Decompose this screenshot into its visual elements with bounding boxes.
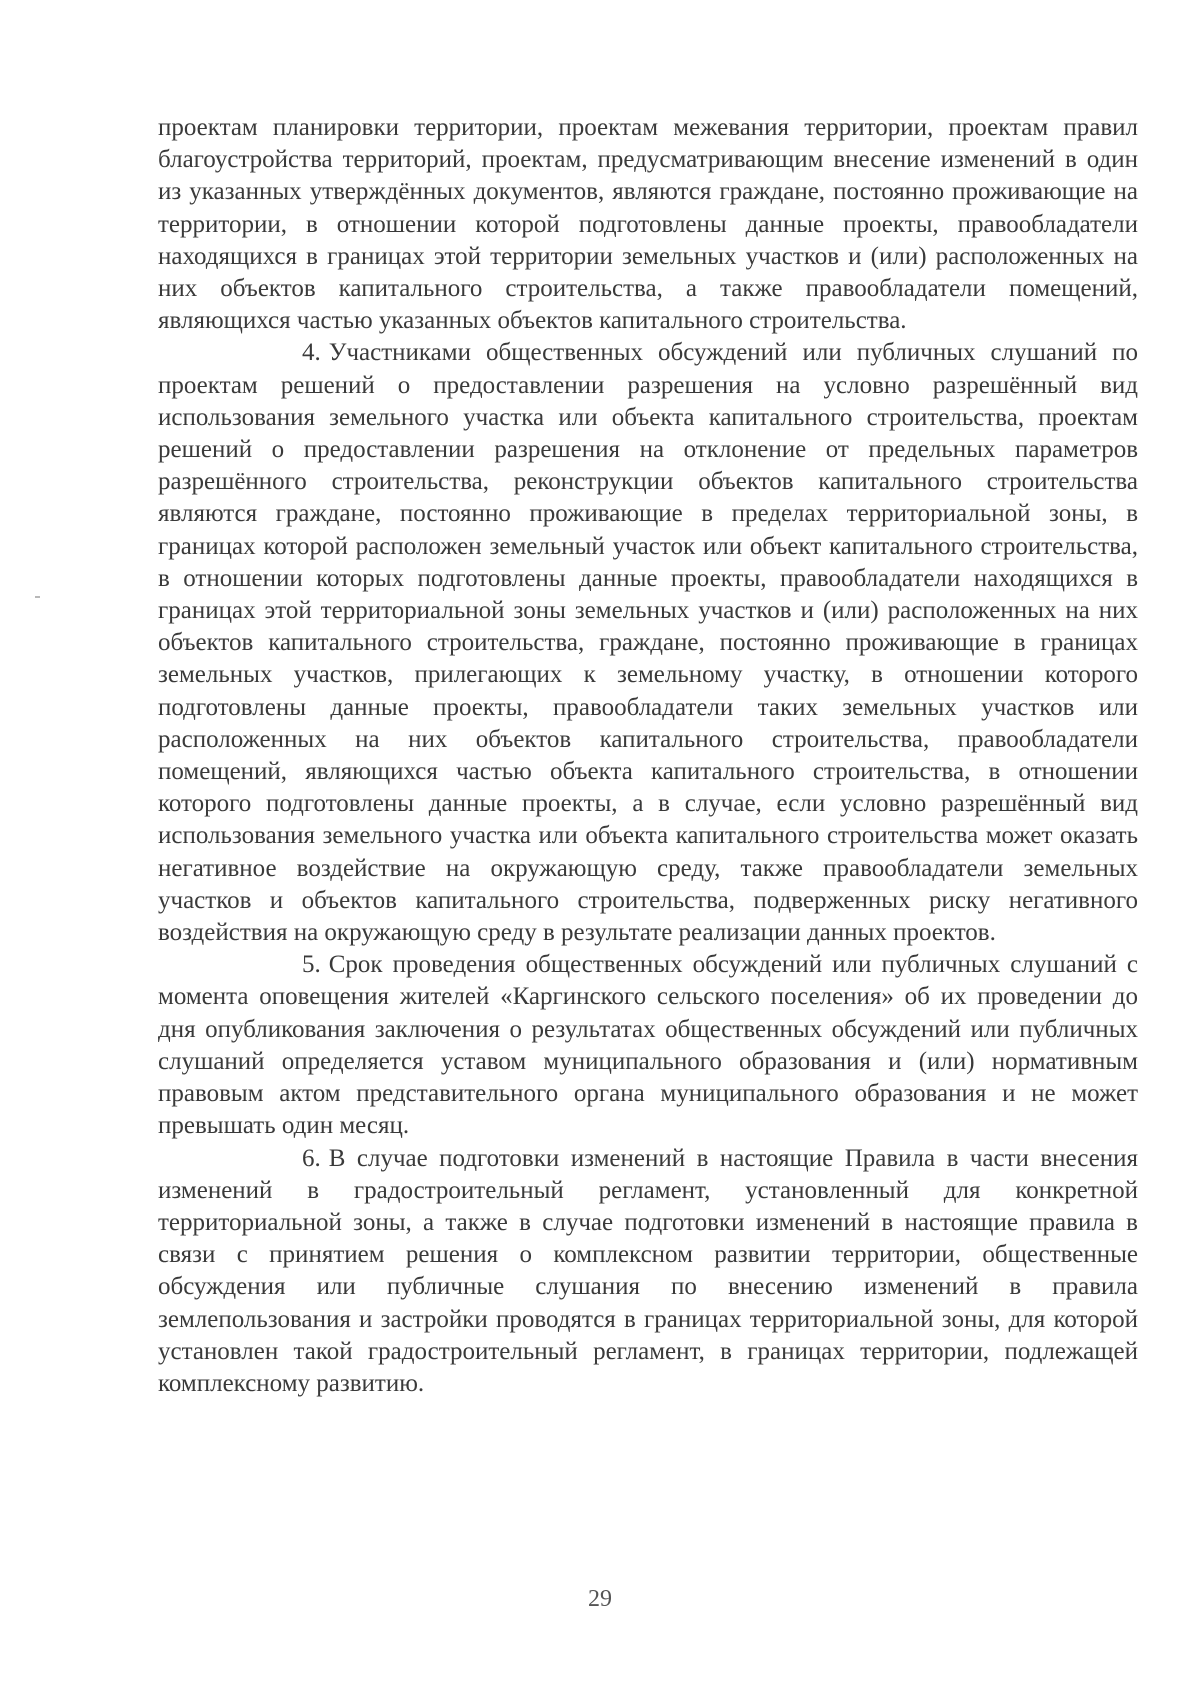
document-body [158, 112, 1138, 1400]
paragraph-number: 5. [302, 951, 321, 979]
paragraph-number: 6. [302, 1144, 321, 1172]
page-number: 29 [588, 1586, 612, 1612]
paragraph-text: Срок проведения общественных обсуждений или публичных слушаний с момента оповещения жителей «Каргинского сельского поселения» об их проведении до дня опубликования заключения о результатах общественных обсуждений или публичных слушаний определяется уставом муниципального образования и (или) нормативным правовым актом представительного органа муниципального образования и не может превышать один месяц. [158, 951, 1138, 1140]
paragraph-text: проектам планировки территории, проектам межевания территории, проектам правил благоустройства территорий, проектам, предусматривающим внесение изменений в один из указанных утверждённых документов, являются граждане, постоянно проживающие на территории, в отношении которой подготовлены данные проекты, правообладатели находящихся в границах этой территории земельных участков и (или) расположенных на них объектов капитального строительства, а также правообладатели помещений, являющихся частью указанных объектов капитального строительства. [158, 114, 1138, 335]
paragraph-text: В случае подготовки изменений в настоящие Правила в части внесения изменений в градостроительный регламент, установленный для конкретной территориальной зоны, а также в случае подготовки изменений в настоящие правила в связи с принятием решения о комплексном развитии территории, общественные обсуждения или публичные слушания по внесению изменений в правила землепользования и застройки проводятся в границах территориальной зоны, для которой установлен такой градостроительный регламент, в границах территории, подлежащей комплексному развитию. [158, 1144, 1138, 1397]
paragraph-number: 4. [302, 339, 321, 367]
paragraph-5 [158, 949, 1138, 1142]
paragraph-4 [158, 337, 1138, 949]
paragraph-continuation [158, 112, 1138, 337]
paragraph-text: Участниками общественных обсуждений или публичных слушаний по проектам решений о предоставлении разрешения на условно разрешённый вид использования земельного участка или объекта капитального строительства, проектам решений о предоставлении разрешения на отклонение от предельных параметров разрешённого строительства, реконструкции объектов капитального строительства являются граждане, постоянно проживающие в пределах территориальной зоны, в границах которой расположен земельный участок или объект капитального строительства, в отношении которых подготовлены данные проекты, правообладатели находящихся в границах этой территориальной зоны земельных участков и (или) расположенных на них объектов капитального строительства, граждане, постоянно проживающие в границах земельных участков, прилегающих к земельному участку, в отношении которого подготовлены данные проекты, правообладатели таких земельных участков или расположенных на них объектов капитального строительства, правообладатели помещений, являющихся частью объекта капитального строительства, в отношении которого подготовлены данные проекты, а в случае, если условно разрешённый вид использования земельного участка или объекта капитального строительства может оказать негативное воздействие на окружающую среду, также правообладатели земельных участков и объектов капитального строительства, подверженных риску негативного воздействия на окружающую среду в результате реализации данных проектов. [158, 339, 1138, 947]
scan-artifact [35, 596, 40, 598]
paragraph-6 [158, 1143, 1138, 1401]
